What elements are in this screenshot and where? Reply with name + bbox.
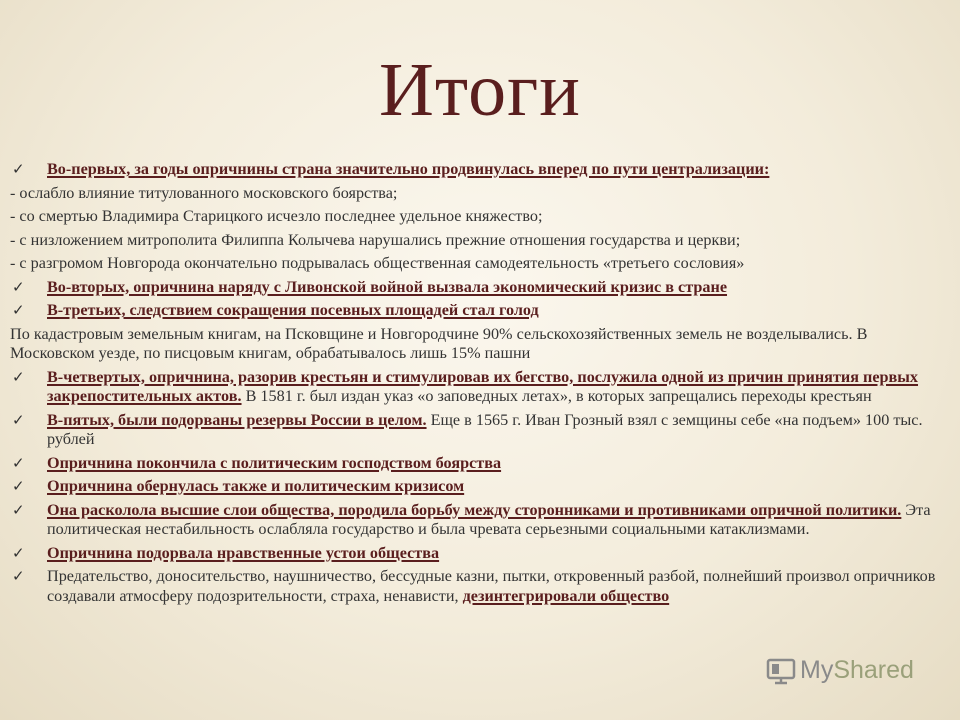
bullet-heading: Во-вторых, опричнина наряду с Ливонской войной вызвала экономический кризис в стране: [47, 277, 728, 296]
checkmark-icon: ✓: [12, 301, 25, 319]
item-text: - ослабло влияние титулованного московского боярства;: [10, 183, 398, 202]
bullet-item: [10, 567, 950, 606]
bullet-heading: Она расколола высшие слои общества, породила борьбу между сторонниками и противниками опричной политики.: [47, 500, 902, 519]
bullet-heading: Опричнина подорвала нравственные устои общества: [47, 543, 440, 562]
bullet-text: Еще в 1565 г. Иван Грозный взял с земщины себе «на подъем» 100 тыс. рублей: [47, 410, 923, 448]
bullet-item: [10, 454, 950, 474]
bullet-item: [10, 368, 950, 407]
item-text: - со смертью Владимира Старицкого исчезло последнее удельное княжество;: [10, 207, 543, 225]
content-list: [10, 160, 950, 610]
list-item: [10, 254, 950, 274]
list-item: [10, 184, 950, 204]
bullet-text: Эта политическая нестабильность ослабляла государство и была чревата серьезными социальными катаклизмами.: [47, 500, 931, 538]
bullet-item: [10, 411, 950, 450]
bullet-heading: В-третьих, следствием сокращения посевных площадей стал голод: [47, 301, 539, 319]
checkmark-icon: ✓: [12, 410, 25, 429]
slide-title: Итоги: [379, 48, 581, 132]
list-item: [10, 231, 950, 251]
checkmark-icon: ✓: [12, 277, 25, 296]
item-text: По кадастровым земельным книгам, на Псковщине и Новгородчине 90% сельскохозяйственных земель не возделывались. В Московском уезде, по писцовым книгам, обрабатывалось лишь 15% пашни: [10, 324, 868, 362]
bullet-item: [10, 160, 950, 180]
bullet-item: [10, 301, 950, 321]
bullet-heading: Во-первых, за годы опричнины страна значительно продвинулась вперед по пути централизации:: [47, 160, 770, 178]
watermark-my: My: [800, 656, 834, 684]
list-item: [10, 325, 950, 364]
myshared-watermark: [766, 656, 914, 685]
bullet-text: Предательство, доносительство, наушничество, бессудные казни, пытки, откровенный разбой, полнейший произвол опричников создавали атмосферу подозрительности, страха, ненависти,: [47, 567, 936, 605]
checkmark-icon: ✓: [12, 543, 25, 562]
checkmark-icon: ✓: [12, 477, 25, 495]
bullet-item: [10, 477, 950, 497]
bullet-heading: Опричнина обернулась также и политическим кризисом: [47, 477, 465, 495]
item-text: - с низложением митрополита Филиппа Колычева нарушались прежние отношения государства и церкви;: [10, 230, 741, 249]
checkmark-icon: ✓: [12, 567, 25, 585]
list-item: [10, 207, 950, 227]
checkmark-icon: ✓: [12, 160, 25, 178]
bullet-item: [10, 544, 950, 564]
bullet-heading: В-пятых, были подорваны резервы России в целом.: [47, 410, 427, 429]
item-text: - с разгромом Новгорода окончательно подрывалась общественная самодеятельность «третьего сословия»: [10, 254, 745, 272]
checkmark-icon: ✓: [12, 367, 25, 386]
bullet-tail-heading: дезинтегрировали общество: [462, 586, 670, 605]
bullet-heading: Опричнина покончила с политическим господством боярства: [47, 453, 502, 472]
bullet-item: [10, 501, 950, 540]
presentation-screen-icon: [766, 657, 796, 685]
watermark-shared: Shared: [833, 656, 914, 684]
bullet-item: [10, 278, 950, 298]
bullet-text: В 1581 г. был издан указ «о заповедных летах», в которых запрещались переходы крестьян: [241, 387, 872, 405]
bullet-heading: В-четвертых, опричнина, разорив крестьян и стимулировав их бегство, послужила одной из причин принятия первых закрепостительных актов.: [47, 367, 919, 405]
checkmark-icon: ✓: [12, 453, 25, 472]
checkmark-icon: ✓: [12, 500, 25, 519]
